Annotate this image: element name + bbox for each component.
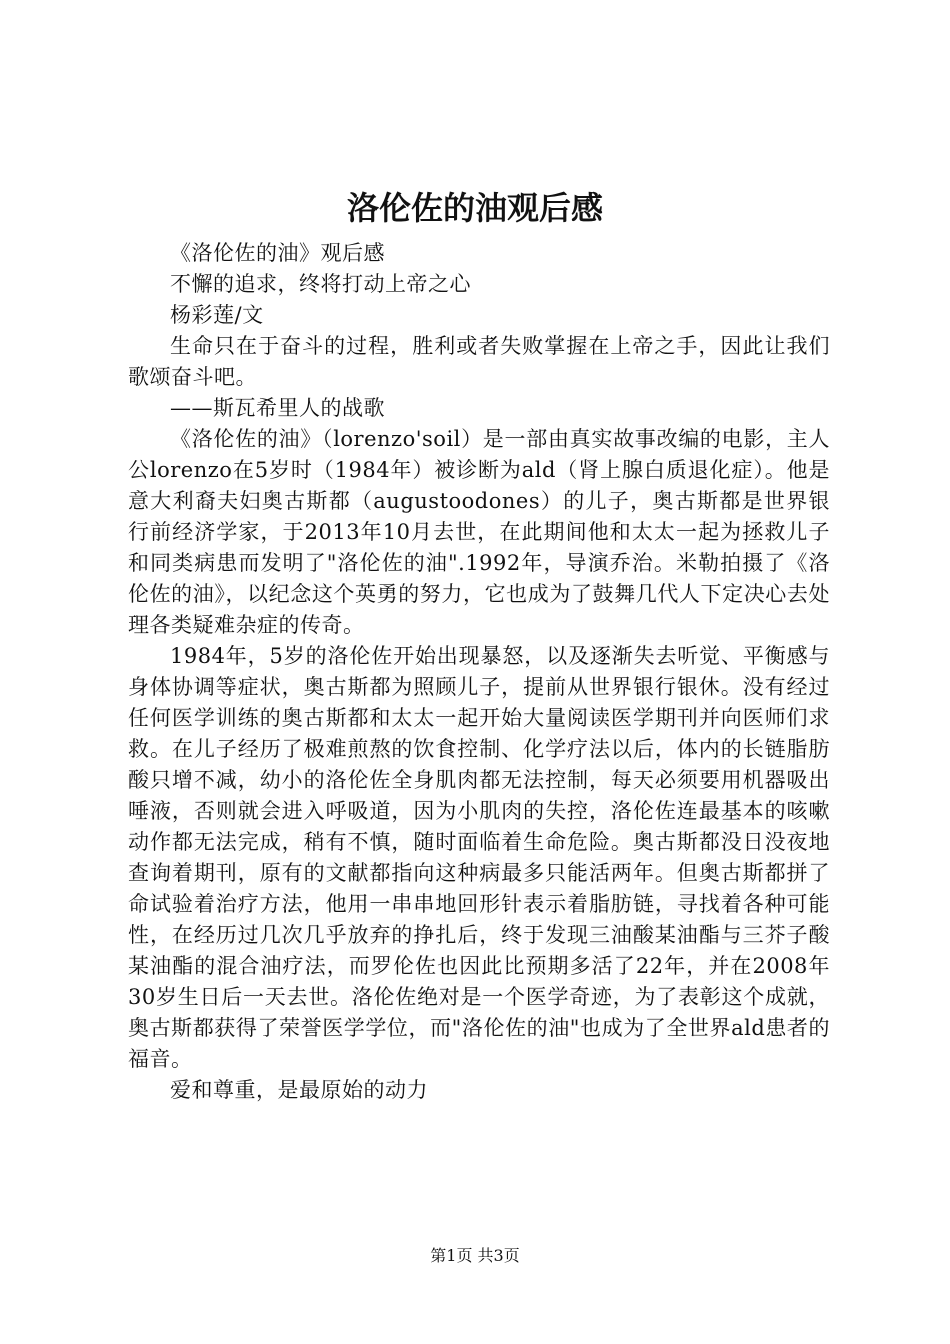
body-paragraph: 1984年，5岁的洛伦佐开始出现暴怒，以及逐渐失去听觉、平衡感与身体协调等症状，奥古斯都为照顾儿子，提前从世界银行银休。没有经过任何医学训练的奥古斯都和太太一起开始大量阅读医学期刊并向医师们求救。在儿子经历了极难煎熬的饮食控制、化学疗法以后，体内的长链脂肪酸只增不减，幼小的洛伦佐全身肌肉都无法控制，每天必须要用机器吸出唾液，否则就会进入呼吸道，因为小肌肉的失控，洛伦佐连最基本的咳嗽动作都无法完成，稍有不慎，随时面临着生命危险。奥古斯都没日没夜地查询着期刊，原有的文献都指向这种病最多只能活两年。但奥古斯都拼了命试验着治疗方法，他用一串串地回形针表示着脂肪链，寻找着各种可能性，在经历过几次几乎放弃的挣扎后，终于发现三油酸某油酯与三芥子酸某油酯的混合油疗法，而罗伦佐也因此比预期多活了22年，并在2008年30岁生日后一天去世。洛伦佐绝对是一个医学奇迹，为了表彰这个成就，奥古斯都获得了荣誉医学学位，而"洛伦佐的油"也成为了全世界ald患者的福音。 <box>128 644 830 1071</box>
author-line: 杨彩莲/文 <box>170 303 264 327</box>
heading-line: 不懈的追求，终将打动上帝之心 <box>170 272 471 296</box>
epigraph-quote: 生命只在于奋斗的过程，胜利或者失败掌握在上帝之手，因此让我们歌颂奋斗吧。 <box>128 334 830 389</box>
page-title: 洛伦佐的油观后感 <box>346 189 603 227</box>
section-heading: 爱和尊重，是最原始的动力 <box>170 1078 428 1102</box>
document-body <box>128 238 830 1106</box>
body-paragraph: 《洛伦佐的油》（lorenzo'soil）是一部由真实故事改编的电影，主人公lorenzo在5岁时（1984年）被诊断为ald（肾上腺白质退化症）。他是意大利裔夫妇奥古斯都（augustoodones）的儿子，奥古斯都是世界银行前经济学家，于2013年10月去世，在此期间他和太太一起为拯救儿子和同类病患而发明了"洛伦佐的油".1992年，导演乔治。米勒拍摄了《洛伦佐的油》，以纪念这个英勇的努力，它也成为了鼓舞几代人下定决心去处理各类疑难杂症的传奇。 <box>128 427 830 637</box>
epigraph-source: ——斯瓦希里人的战歌 <box>170 396 385 420</box>
page-number-footer: 第1页 共3页 <box>430 1246 520 1265</box>
subtitle-line: 《洛伦佐的油》观后感 <box>170 241 385 265</box>
